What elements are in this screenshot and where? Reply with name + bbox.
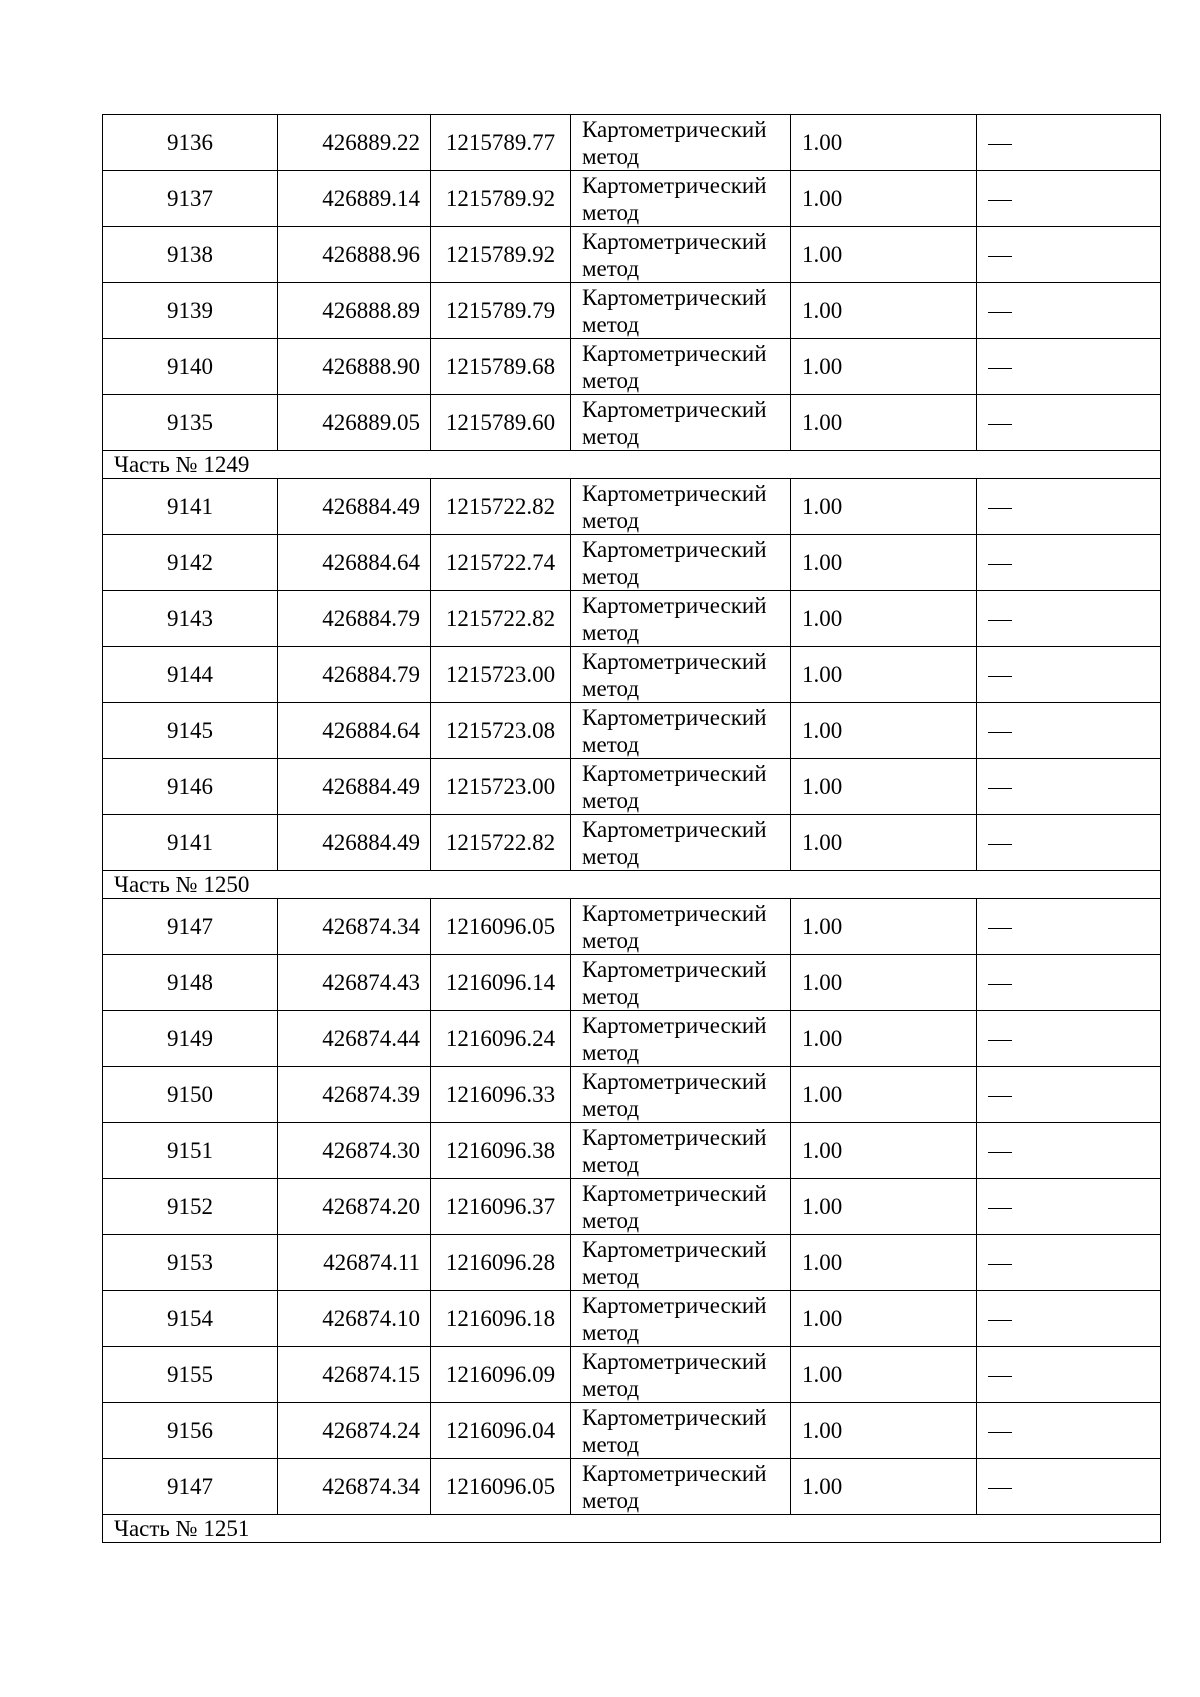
method-cell: Картометрический метод (571, 591, 791, 647)
method-cell: Картометрический метод (571, 283, 791, 339)
note-cell (977, 339, 1161, 395)
note-cell (977, 1459, 1161, 1515)
point-row (103, 227, 1161, 283)
method-cell: Картометрический метод (571, 171, 791, 227)
x-coordinate-cell: 426874.20 (278, 1179, 431, 1235)
note-cell (977, 1123, 1161, 1179)
dash-text (988, 1432, 1012, 1433)
method-cell: Картометрический метод (571, 115, 791, 171)
note-cell (977, 283, 1161, 339)
point-number-cell: 9156 (103, 1403, 278, 1459)
x-coordinate-cell: 426889.14 (278, 171, 431, 227)
y-coordinate-cell: 1215722.82 (431, 815, 571, 871)
point-row (103, 1067, 1161, 1123)
note-cell (977, 1179, 1161, 1235)
part-header-row (103, 871, 1161, 899)
point-number-cell: 9149 (103, 1011, 278, 1067)
note-cell (977, 395, 1161, 451)
x-coordinate-cell: 426874.30 (278, 1123, 431, 1179)
note-cell (977, 535, 1161, 591)
dash-text (988, 620, 1012, 621)
point-number-cell: 9148 (103, 955, 278, 1011)
note-cell (977, 1235, 1161, 1291)
point-row (103, 1459, 1161, 1515)
point-row (103, 1347, 1161, 1403)
method-cell: Картометрический метод (571, 1291, 791, 1347)
note-cell (977, 1403, 1161, 1459)
y-coordinate-cell: 1215789.60 (431, 395, 571, 451)
point-row (103, 395, 1161, 451)
dash-text (988, 1040, 1012, 1041)
point-number-cell: 9147 (103, 1459, 278, 1515)
method-cell: Картометрический метод (571, 339, 791, 395)
x-coordinate-cell: 426884.64 (278, 703, 431, 759)
note-cell (977, 171, 1161, 227)
y-coordinate-cell: 1216096.33 (431, 1067, 571, 1123)
y-coordinate-cell: 1216096.14 (431, 955, 571, 1011)
point-number-cell: 9150 (103, 1067, 278, 1123)
x-coordinate-cell: 426874.39 (278, 1067, 431, 1123)
x-coordinate-cell: 426874.43 (278, 955, 431, 1011)
note-cell (977, 115, 1161, 171)
method-cell: Картометрический метод (571, 1403, 791, 1459)
x-coordinate-cell: 426874.34 (278, 1459, 431, 1515)
part-label-cell: Часть № 1250 (103, 871, 1161, 899)
method-cell: Картометрический метод (571, 479, 791, 535)
dash-text (988, 312, 1012, 313)
x-coordinate-cell: 426874.24 (278, 1403, 431, 1459)
point-row (103, 1403, 1161, 1459)
point-number-cell: 9145 (103, 703, 278, 759)
accuracy-cell: 1.00 (791, 703, 977, 759)
accuracy-cell: 1.00 (791, 1459, 977, 1515)
method-cell: Картометрический метод (571, 1179, 791, 1235)
x-coordinate-cell: 426874.15 (278, 1347, 431, 1403)
point-number-cell: 9147 (103, 899, 278, 955)
x-coordinate-cell: 426888.89 (278, 283, 431, 339)
accuracy-cell: 1.00 (791, 283, 977, 339)
x-coordinate-cell: 426889.05 (278, 395, 431, 451)
y-coordinate-cell: 1215789.79 (431, 283, 571, 339)
point-row (103, 171, 1161, 227)
point-row (103, 535, 1161, 591)
note-cell (977, 955, 1161, 1011)
point-number-cell: 9137 (103, 171, 278, 227)
point-row (103, 647, 1161, 703)
method-cell: Картометрический метод (571, 1067, 791, 1123)
part-header-row (103, 451, 1161, 479)
point-number-cell: 9136 (103, 115, 278, 171)
dash-text (988, 1320, 1012, 1321)
x-coordinate-cell: 426888.96 (278, 227, 431, 283)
accuracy-cell: 1.00 (791, 955, 977, 1011)
point-number-cell: 9142 (103, 535, 278, 591)
point-row (103, 283, 1161, 339)
point-row (103, 1123, 1161, 1179)
dash-text (988, 732, 1012, 733)
y-coordinate-cell: 1215723.00 (431, 759, 571, 815)
point-row (103, 1291, 1161, 1347)
dash-text (988, 508, 1012, 509)
y-coordinate-cell: 1215789.92 (431, 227, 571, 283)
note-cell (977, 899, 1161, 955)
method-cell: Картометрический метод (571, 815, 791, 871)
x-coordinate-cell: 426874.10 (278, 1291, 431, 1347)
y-coordinate-cell: 1216096.28 (431, 1235, 571, 1291)
method-cell: Картометрический метод (571, 1011, 791, 1067)
accuracy-cell: 1.00 (791, 647, 977, 703)
dash-text (988, 200, 1012, 201)
point-row (103, 759, 1161, 815)
dash-text (988, 984, 1012, 985)
note-cell (977, 1067, 1161, 1123)
y-coordinate-cell: 1215722.82 (431, 479, 571, 535)
point-number-cell: 9155 (103, 1347, 278, 1403)
accuracy-cell: 1.00 (791, 227, 977, 283)
dash-text (988, 676, 1012, 677)
point-number-cell: 9135 (103, 395, 278, 451)
note-cell (977, 703, 1161, 759)
method-cell: Картометрический метод (571, 535, 791, 591)
method-cell: Картометрический метод (571, 703, 791, 759)
y-coordinate-cell: 1215789.68 (431, 339, 571, 395)
accuracy-cell: 1.00 (791, 1235, 977, 1291)
point-number-cell: 9141 (103, 815, 278, 871)
y-coordinate-cell: 1215723.00 (431, 647, 571, 703)
note-cell (977, 815, 1161, 871)
note-cell (977, 647, 1161, 703)
note-cell (977, 591, 1161, 647)
point-number-cell: 9152 (103, 1179, 278, 1235)
part-label-cell: Часть № 1249 (103, 451, 1161, 479)
accuracy-cell: 1.00 (791, 591, 977, 647)
method-cell: Картометрический метод (571, 1123, 791, 1179)
dash-text (988, 1264, 1012, 1265)
x-coordinate-cell: 426884.79 (278, 591, 431, 647)
point-row (103, 479, 1161, 535)
dash-text (988, 788, 1012, 789)
method-cell: Картометрический метод (571, 1347, 791, 1403)
accuracy-cell: 1.00 (791, 1179, 977, 1235)
accuracy-cell: 1.00 (791, 171, 977, 227)
method-cell: Картометрический метод (571, 955, 791, 1011)
x-coordinate-cell: 426874.44 (278, 1011, 431, 1067)
y-coordinate-cell: 1216096.05 (431, 899, 571, 955)
note-cell (977, 1011, 1161, 1067)
dash-text (988, 424, 1012, 425)
point-row (103, 815, 1161, 871)
method-cell: Картометрический метод (571, 227, 791, 283)
accuracy-cell: 1.00 (791, 759, 977, 815)
method-cell: Картометрический метод (571, 759, 791, 815)
accuracy-cell: 1.00 (791, 899, 977, 955)
point-row (103, 1179, 1161, 1235)
accuracy-cell: 1.00 (791, 1347, 977, 1403)
point-row (103, 703, 1161, 759)
x-coordinate-cell: 426884.79 (278, 647, 431, 703)
x-coordinate-cell: 426884.49 (278, 479, 431, 535)
coordinates-table-body (103, 115, 1161, 1543)
point-number-cell: 9146 (103, 759, 278, 815)
point-row (103, 115, 1161, 171)
x-coordinate-cell: 426884.49 (278, 759, 431, 815)
point-row (103, 1011, 1161, 1067)
point-row (103, 591, 1161, 647)
dash-text (988, 1208, 1012, 1209)
point-number-cell: 9139 (103, 283, 278, 339)
note-cell (977, 479, 1161, 535)
note-cell (977, 759, 1161, 815)
method-cell: Картометрический метод (571, 647, 791, 703)
method-cell: Картометрический метод (571, 1235, 791, 1291)
accuracy-cell: 1.00 (791, 1291, 977, 1347)
y-coordinate-cell: 1215789.92 (431, 171, 571, 227)
accuracy-cell: 1.00 (791, 115, 977, 171)
y-coordinate-cell: 1216096.37 (431, 1179, 571, 1235)
y-coordinate-cell: 1216096.05 (431, 1459, 571, 1515)
dash-text (988, 144, 1012, 145)
x-coordinate-cell: 426874.11 (278, 1235, 431, 1291)
point-row (103, 339, 1161, 395)
point-number-cell: 9154 (103, 1291, 278, 1347)
dash-text (988, 1488, 1012, 1489)
method-cell: Картометрический метод (571, 1459, 791, 1515)
dash-text (988, 1152, 1012, 1153)
y-coordinate-cell: 1215722.82 (431, 591, 571, 647)
y-coordinate-cell: 1216096.38 (431, 1123, 571, 1179)
point-number-cell: 9140 (103, 339, 278, 395)
x-coordinate-cell: 426884.49 (278, 815, 431, 871)
accuracy-cell: 1.00 (791, 395, 977, 451)
y-coordinate-cell: 1215723.08 (431, 703, 571, 759)
x-coordinate-cell: 426884.64 (278, 535, 431, 591)
accuracy-cell: 1.00 (791, 1123, 977, 1179)
y-coordinate-cell: 1216096.09 (431, 1347, 571, 1403)
point-number-cell: 9143 (103, 591, 278, 647)
accuracy-cell: 1.00 (791, 1011, 977, 1067)
note-cell (977, 1347, 1161, 1403)
dash-text (988, 1096, 1012, 1097)
accuracy-cell: 1.00 (791, 339, 977, 395)
point-row (103, 899, 1161, 955)
x-coordinate-cell: 426889.22 (278, 115, 431, 171)
point-number-cell: 9151 (103, 1123, 278, 1179)
point-number-cell: 9144 (103, 647, 278, 703)
dash-text (988, 844, 1012, 845)
accuracy-cell: 1.00 (791, 535, 977, 591)
point-number-cell: 9141 (103, 479, 278, 535)
accuracy-cell: 1.00 (791, 815, 977, 871)
coordinates-table (102, 114, 1161, 1543)
dash-text (988, 256, 1012, 257)
point-number-cell: 9138 (103, 227, 278, 283)
note-cell (977, 1291, 1161, 1347)
point-row (103, 1235, 1161, 1291)
point-row (103, 955, 1161, 1011)
method-cell: Картометрический метод (571, 899, 791, 955)
accuracy-cell: 1.00 (791, 1403, 977, 1459)
method-cell: Картометрический метод (571, 395, 791, 451)
dash-text (988, 928, 1012, 929)
point-number-cell: 9153 (103, 1235, 278, 1291)
part-label-cell: Часть № 1251 (103, 1515, 1161, 1543)
x-coordinate-cell: 426874.34 (278, 899, 431, 955)
note-cell (977, 227, 1161, 283)
y-coordinate-cell: 1216096.18 (431, 1291, 571, 1347)
part-header-row (103, 1515, 1161, 1543)
dash-text (988, 368, 1012, 369)
accuracy-cell: 1.00 (791, 1067, 977, 1123)
x-coordinate-cell: 426888.90 (278, 339, 431, 395)
accuracy-cell: 1.00 (791, 479, 977, 535)
dash-text (988, 1376, 1012, 1377)
y-coordinate-cell: 1215722.74 (431, 535, 571, 591)
y-coordinate-cell: 1216096.04 (431, 1403, 571, 1459)
y-coordinate-cell: 1216096.24 (431, 1011, 571, 1067)
dash-text (988, 564, 1012, 565)
y-coordinate-cell: 1215789.77 (431, 115, 571, 171)
